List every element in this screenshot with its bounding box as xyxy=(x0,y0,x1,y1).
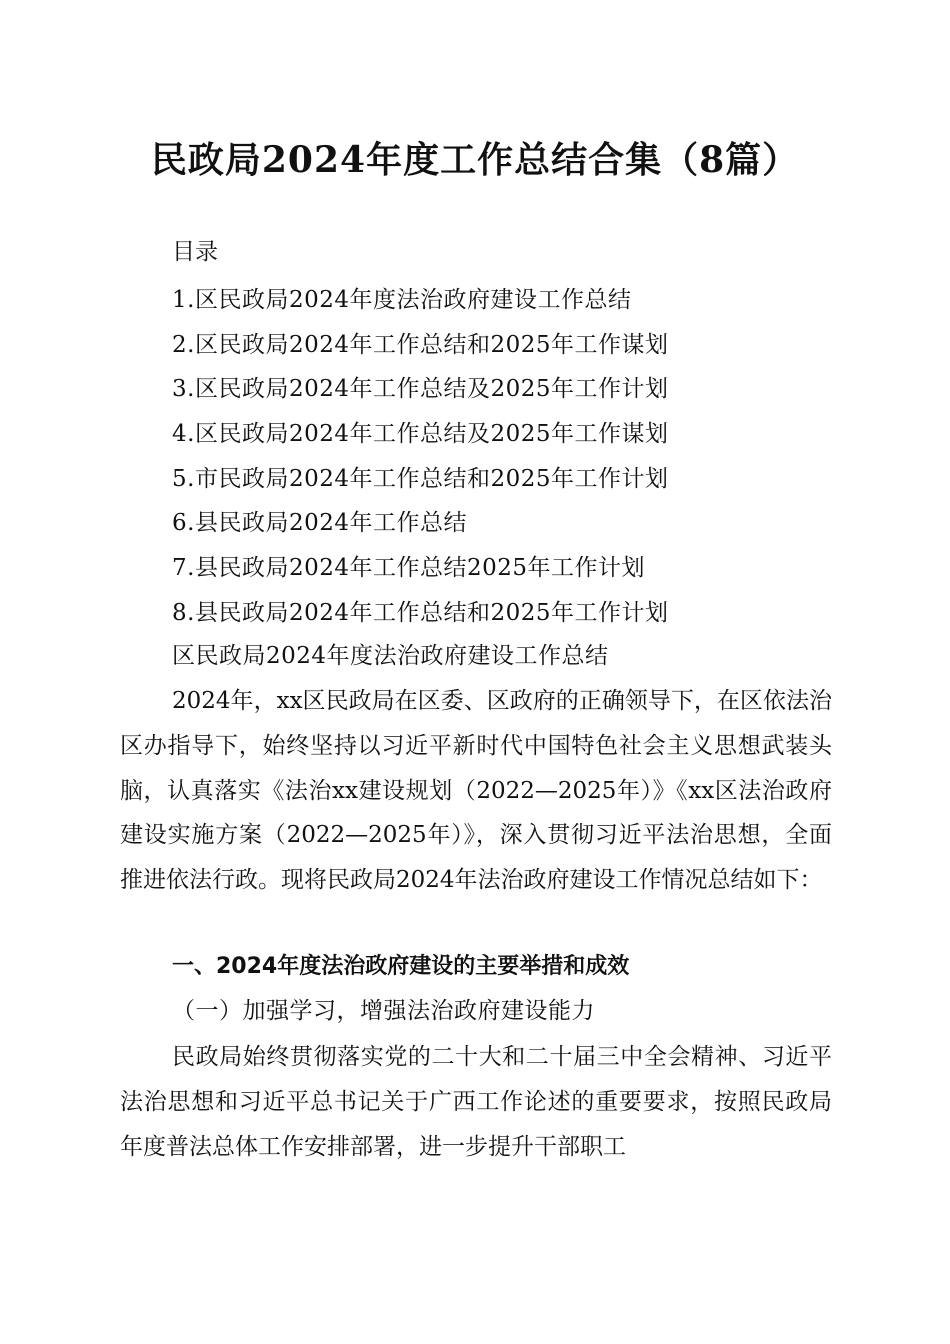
toc-item: 3.区民政局2024年工作总结及2025年工作计划 xyxy=(172,376,669,403)
toc-item: 4.区民政局2024年工作总结及2025年工作谋划 xyxy=(172,421,669,448)
section-title: 区民政局2024年度法治政府建设工作总结 xyxy=(172,643,609,669)
body-paragraph: 民政局始终贯彻落实党的二十大和二十届三中全会精神、习近平法治思想和习近平总书记关于广西工作论述的重要要求，按照民政局年度普法总体工作安排部署，进一步提升干部职工 xyxy=(120,1044,832,1160)
toc-item: 1.区民政局2024年度法治政府建设工作总结 xyxy=(172,287,632,313)
intro-paragraph: 2024年，xx区民政局在区委、区政府的正确领导下，在区依法治区办指导下，始终坚持以习近平新时代中国特色社会主义思想武装头脑，认真落实《法治xx建设规划（2022—2025年）》《xx区法治政府建设实施方案（2022—2025年）》，深入贯彻习近平法治思想，全面推进依法行政。现将民政局2024年法治政府建设工作情况总结如下： xyxy=(120,688,832,894)
toc-item: 5.市民政局2024年工作总结和2025年工作计划 xyxy=(172,465,669,492)
toc-label: 目录 xyxy=(172,239,218,265)
toc-item: 2.区民政局2024年工作总结和2025年工作谋划 xyxy=(172,331,669,358)
document-title: 民政局2024年度工作总结合集（8篇） xyxy=(150,139,800,181)
toc-item: 6.县民政局2024年工作总结 xyxy=(172,510,467,537)
heading-level-1: 一、2024年度法治政府建设的主要举措和成效 xyxy=(172,954,630,979)
heading-level-2: （一）加强学习，增强法治政府建设能力 xyxy=(172,998,595,1024)
table-of-contents xyxy=(172,278,669,636)
toc-item: 8.县民政局2024年工作总结和2025年工作计划 xyxy=(172,599,669,626)
toc-item: 7.县民政局2024年工作总结2025年工作计划 xyxy=(172,555,646,582)
